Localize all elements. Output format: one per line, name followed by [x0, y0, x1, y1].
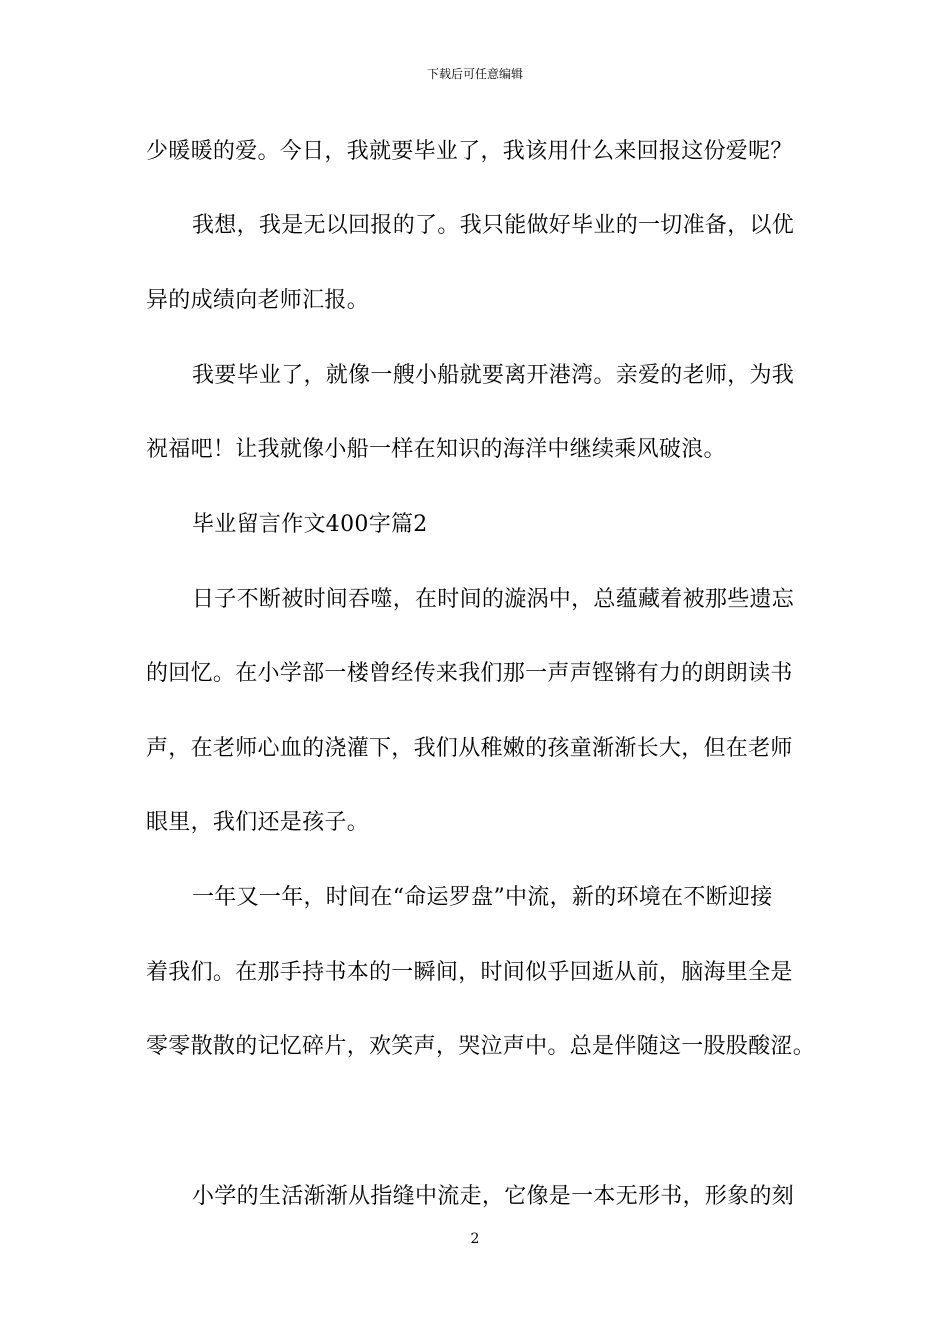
- section-heading: 毕业留言作文400字篇2: [192, 512, 428, 537]
- text-line: 零零散散的记忆碎片，欢笑声，哭泣声中。总是伴随这一股股酸涩。: [146, 1034, 816, 1059]
- text-line: 祝福吧！让我就像小船一样在知识的海洋中继续乘风破浪。: [146, 437, 726, 462]
- text-line: 的回忆。在小学部一楼曾经传来我们那一声声铿锵有力的朗朗读书: [146, 661, 793, 686]
- paragraph-first-line: 小学的生活渐渐从指缝中流走，它像是一本无形书，形象的刻: [192, 1184, 795, 1209]
- page-number: 2: [470, 1231, 480, 1247]
- page-header: 下载后可任意编辑: [426, 67, 523, 81]
- text-line: 异的成绩向老师汇报。: [146, 288, 370, 313]
- paragraph-first-line: 一年又一年，时间在“命运罗盘”中流，新的环境在不断迎接: [192, 885, 773, 910]
- text-line: 少暖暖的爱。今日，我就要毕业了，我该用什么来回报这份爱呢？: [146, 139, 793, 164]
- paragraph-first-line: 我想，我是无以回报的了。我只能做好毕业的一切准备，以优: [192, 213, 795, 238]
- text-line: 声，在老师心血的浇灌下，我们从稚嫩的孩童渐渐长大，但在老师: [146, 736, 793, 761]
- text-line: 着我们。在那手持书本的一瞬间，时间似乎回逝从前，脑海里全是: [146, 960, 793, 985]
- paragraph-first-line: 日子不断被时间吞噬，在时间的漩涡中，总蕴藏着被那些遗忘: [192, 587, 795, 612]
- text-line: 眼里，我们还是孩子。: [146, 810, 370, 835]
- paragraph-first-line: 我要毕业了，就像一艘小船就要离开港湾。亲爱的老师，为我: [192, 363, 795, 388]
